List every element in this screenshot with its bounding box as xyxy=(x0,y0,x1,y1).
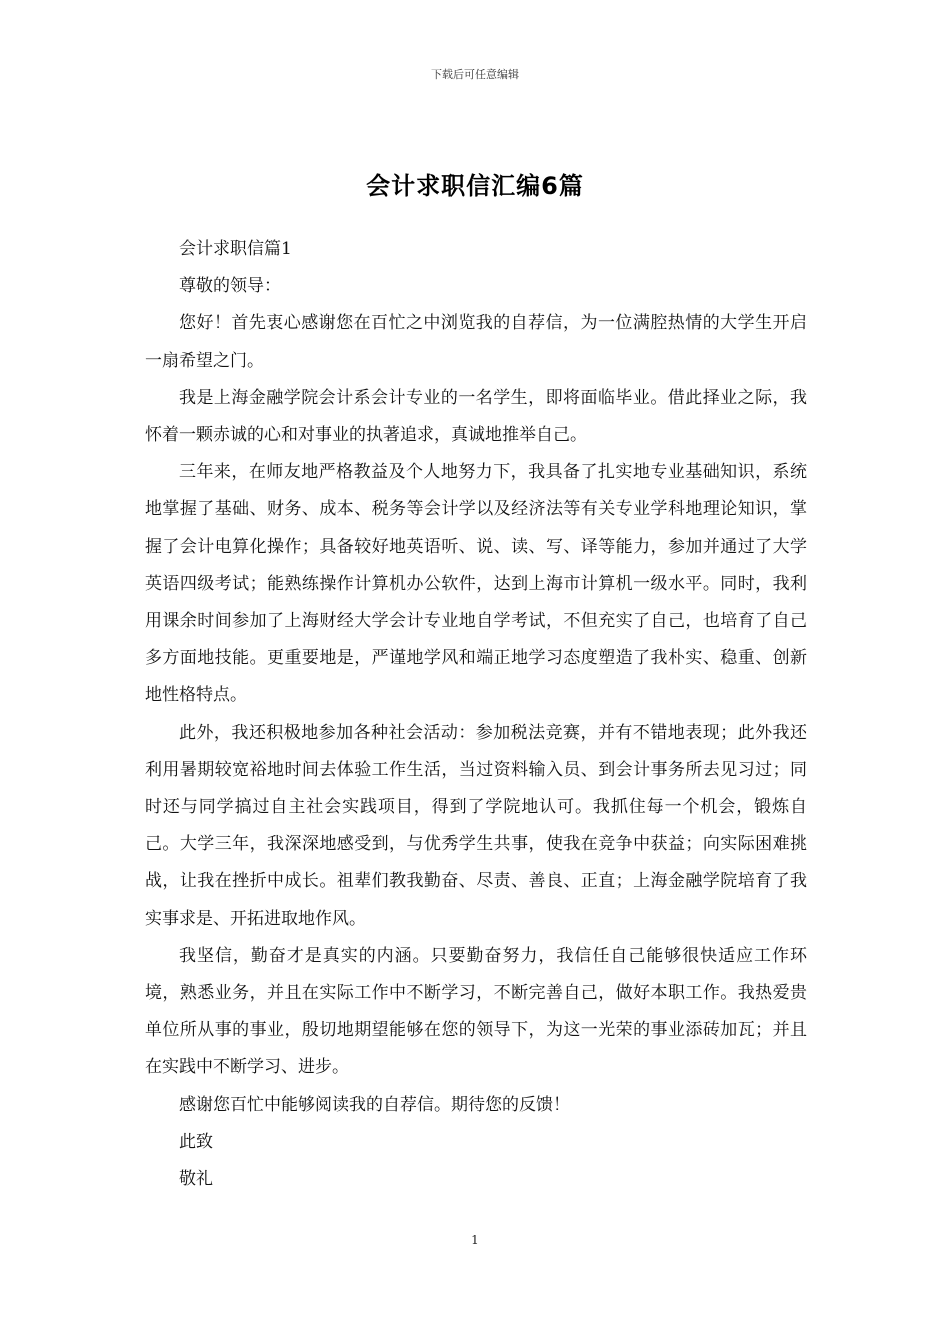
body-paragraph: 三年来，在师友地严格教益及个人地努力下，我具备了扎实地专业基础知识，系统地掌握了基础、财务、成本、税务等会计学以及经济法等有关专业学科地理论知识，掌握了会计电算化操作；具备较好地英语听、说、读、写、译等能力，参加并通过了大学英语四级考试；能熟练操作计算机办公软件，达到上海市计算机一级水平。同时，我利用课余时间参加了上海财经大学会计专业地自学考试，不但充实了自己，也培育了自己多方面地技能。更重要地是，严谨地学风和端正地学习态度塑造了我朴实、稳重、创新地性格特点。 xyxy=(145,462,807,706)
body-paragraph: 我是上海金融学院会计系会计专业的一名学生，即将面临毕业。借此择业之际，我怀着一颗赤诚的心和对事业的执著追求，真诚地推举自己。 xyxy=(145,387,807,446)
header-note: 下载后可任意编辑 xyxy=(431,68,519,81)
body-paragraph: 此外，我还积极地参加各种社会活动：参加税法竞赛，并有不错地表现；此外我还利用暑期较宽裕地时间去体验工作生活，当过资料输入员、到会计事务所去见习过；同时还与同学搞过自主社会实践项目，得到了学院地认可。我抓住每一个机会，锻炼自己。大学三年，我深深地感受到，与优秀学生共事，使我在竞争中获益；向实际困难挑战，让我在挫折中成长。祖辈们教我勤奋、尽责、善良、正直；上海金融学院培育了我实事求是、开拓进取地作风。 xyxy=(145,722,807,929)
salutation: 尊敬的领导： xyxy=(179,276,281,297)
body-paragraph: 您好！首先衷心感谢您在百忙之中浏览我的自荐信，为一位满腔热情的大学生开启一扇希望之门。 xyxy=(145,313,807,371)
document-title: 会计求职信汇编6篇 xyxy=(366,172,584,201)
closing-line: 敬礼 xyxy=(179,1169,213,1190)
body-paragraph: 感谢您百忙中能够阅读我的自荐信。期待您的反馈！ xyxy=(179,1094,570,1115)
section-heading: 会计求职信篇1 xyxy=(179,239,292,259)
document-body xyxy=(145,231,807,1198)
closing-line: 此致 xyxy=(179,1131,213,1152)
page-number: 1 xyxy=(471,1233,479,1247)
body-paragraph: 我坚信，勤奋才是真实的内涵。只要勤奋努力，我信任自己能够很快适应工作环境，熟悉业务，并且在实际工作中不断学习，不断完善自己，做好本职工作。我热爱贵单位所从事的事业，殷切地期望能够在您的领导下，为这一光荣的事业添砖加瓦；并且在实践中不断学习、进步。 xyxy=(145,945,807,1078)
